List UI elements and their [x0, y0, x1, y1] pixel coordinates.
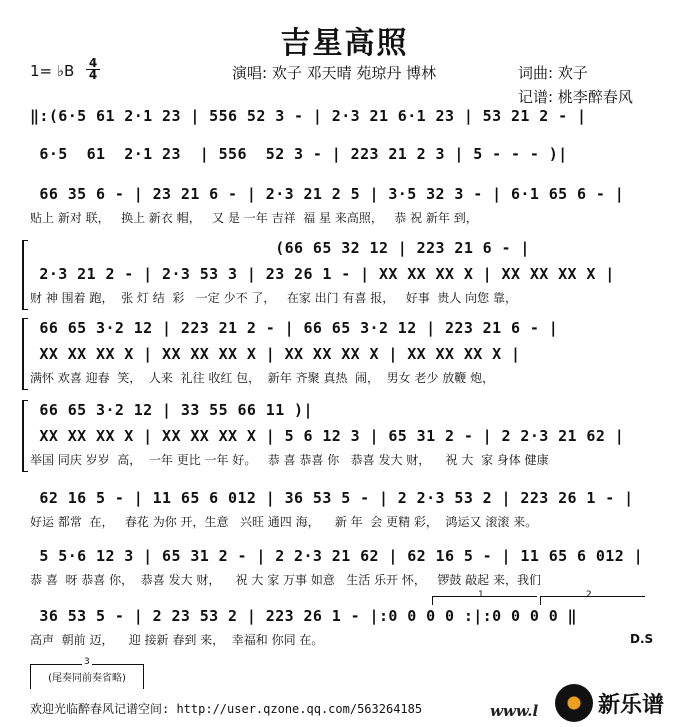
melody-line: (66 65 32 12 | 223 21 6 - |: [30, 239, 530, 257]
staff-brace: [22, 400, 28, 472]
time-signature: [86, 58, 100, 81]
melody-line: 62 16 5 - | 11 65 6 012 | 36 53 5 - | 2 2·3 53 2 | 223 26 1 - |: [30, 489, 634, 507]
lyrics-line: 高声 朝前 迈， 迎 接新 春到 来， 幸福和 你同 在。: [30, 633, 324, 647]
transcriber-credit: 记谱: 桃李醉春风: [518, 88, 633, 106]
melody-line: 66 35 6 - | 23 21 6 - | 2·3 21 2 5 | 3·5 32 3 - | 6·1 65 6 - |: [30, 185, 625, 203]
melody-line: 66 65 3·2 12 | 33 55 66 11 )|: [30, 401, 313, 419]
key-signature: 1= ♭B: [30, 62, 75, 80]
volta-number-3: 3: [84, 657, 90, 667]
melody-line: 66 65 3·2 12 | 223 21 2 - | 66 65 3·2 12 | 223 21 6 - |: [30, 319, 559, 337]
watermark-brand: 新乐谱: [598, 693, 665, 718]
watermark-url: www.l: [490, 702, 539, 720]
lyrics-line: 贴上 新对 联， 换上 新衣 帽， 又 是 一年 吉祥 福 星 来高照， 恭 祝 新年 到，: [30, 211, 478, 225]
staff-brace: [22, 318, 28, 390]
time-signature-bottom: 4: [88, 68, 98, 82]
melody-line: 6·5 61 2·1 23 | 556 52 3 - | 223 21 2 3 | 5 - - - )|: [30, 145, 568, 163]
singers-credit: 演唱: 欢子 邓天晴 苑琼丹 博林: [232, 64, 437, 82]
melody-line: 2·3 21 2 - | 2·3 53 3 | 23 26 1 - | XX XX XX X | XX XX XX X |: [30, 265, 615, 283]
melody-line: XX XX XX X | XX XX XX X | XX XX XX X | XX XX XX X |: [30, 345, 521, 363]
melody-line: 5 5·6 12 3 | 65 31 2 - | 2 2·3 21 62 | 62 16 5 - | 11 65 6 012 |: [30, 547, 643, 565]
melody-line: XX XX XX X | XX XX XX X | 5 6 12 3 | 65 31 2 - | 2 2·3 21 62 |: [30, 427, 625, 445]
lyrics-line: 满怀 欢喜 迎春 笑， 人来 礼往 收红 包， 新年 齐聚 真热 闹， 男女 老少 放鞭 炮，: [30, 371, 495, 385]
staff-brace: [22, 240, 28, 310]
volta-number-1: 1: [478, 590, 484, 600]
footer-text: 欢迎光临醉春风记谱空间: http://user.qzone.qq.com/563264185: [30, 702, 423, 716]
composer-credit: 词曲: 欢子: [518, 64, 588, 82]
volta-number-2: 2: [586, 590, 592, 600]
song-title: 吉星高照: [280, 26, 409, 61]
melody-line: ‖:(6·5 61 2·1 23 | 556 52 3 - | 2·3 21 6·1 23 | 53 21 2 - |: [30, 107, 587, 125]
time-signature-top: 4: [86, 58, 100, 70]
lyrics-line: 恭 喜 呀 恭喜 你， 恭喜 发大 财， 祝 大 家 万事 如意 生活 乐开 怀， 锣鼓 敲起 来，我们: [30, 573, 541, 587]
lyrics-line: 举国 同庆 岁岁 高， 一年 更比 一年 好。 恭 喜 恭喜 你 恭喜 发大 财， 祝 大 家 身体 健康: [30, 453, 549, 467]
tail-note-bracket: (尾奏同前奏省略): [30, 664, 144, 689]
lyrics-line: 好运 都常 在， 春花 为你 开，生意 兴旺 通四 海， 新 年 会 更精 彩， 鸿运又 滚滚 来。: [30, 515, 538, 529]
lyrics-line: 财 神 围着 跑， 张 灯 结 彩 一定 少不 了， 在家 出门 有喜 报， 好事 贵人 向您 靠，: [30, 291, 517, 305]
melody-line: 36 53 5 - | 2 23 53 2 | 223 26 1 - |:0 0 0 0 :|:0 0 0 0 ‖: [30, 607, 577, 625]
record-logo-icon: [555, 684, 593, 722]
dal-segno-mark: D.S: [630, 632, 654, 646]
